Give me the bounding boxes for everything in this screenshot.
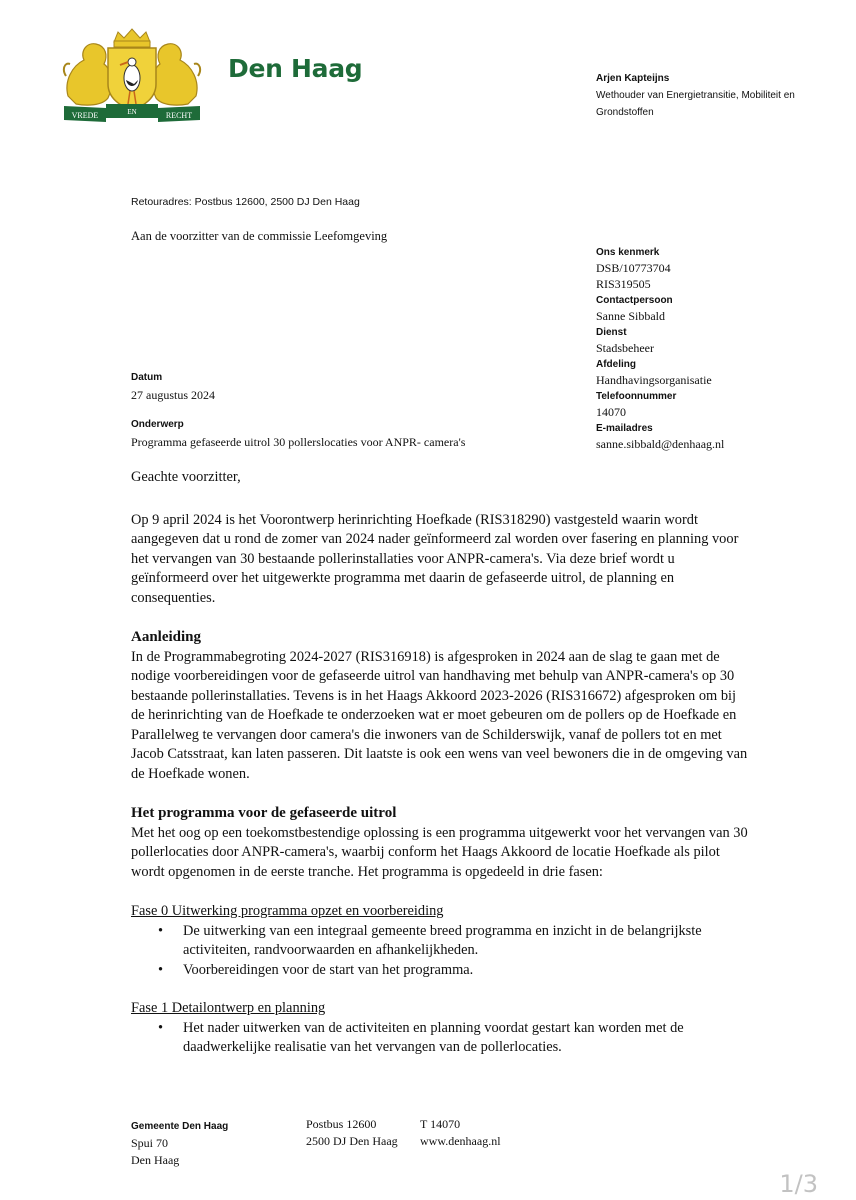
footer-postcode: 2500 DJ Den Haag <box>306 1134 398 1148</box>
programma-paragraph: Met het oog op een toekomstbestendige oplossing is een programma uitgewerkt voor het vervangen van 30 pollerlocaties door ANPR-camera's, waarbij conform het Haags Akkoord de locatie Hoefkade als pilot wordt opgenomen in de eerste tranche. Het programma is opgedeeld in drie fasen: <box>131 824 748 880</box>
fase-0-title: Fase 0 Uitwerking programma opzet en voorbereiding <box>131 903 444 919</box>
contact-value: Sanne Sibbald <box>596 309 665 323</box>
aanleiding-heading: Aanleiding <box>131 629 202 645</box>
ons-kenmerk-value: DSB/10773704 <box>596 261 671 275</box>
email-label: E-mailadres <box>596 423 653 434</box>
ons-kenmerk-label: Ons kenmerk <box>596 247 660 258</box>
bullet-icon: • <box>158 1019 164 1036</box>
brand-name: Den Haag <box>228 54 363 83</box>
date-value: 27 augustus 2024 <box>131 388 215 402</box>
recipient: Aan de voorzitter van de commissie Leefomgeving <box>131 229 388 243</box>
footer-postbus: Postbus 12600 <box>306 1117 377 1131</box>
banner-word-right: RECHT <box>165 111 193 120</box>
fase-1-list <box>131 1019 751 1058</box>
footer-city: Den Haag <box>131 1153 180 1167</box>
telefoon-value: 14070 <box>596 405 626 419</box>
footer-postbus-column <box>306 1116 398 1150</box>
contact-label: Contactpersoon <box>596 295 673 306</box>
list-item-text: Het nader uitwerken van de activiteiten en planning voordat gestart kan worden met de daadwerkelijke realisatie van het vervangen van de pollerlocaties. <box>183 1019 684 1055</box>
ons-kenmerk-ris: RIS319505 <box>596 277 651 291</box>
list-item <box>131 961 751 981</box>
letter-body <box>131 468 751 1058</box>
footer-address-column <box>131 1118 228 1169</box>
alderman-block <box>596 70 816 121</box>
list-item-text: Voorbereidingen voor de start van het programma. <box>183 961 474 978</box>
letter-metadata <box>596 244 836 452</box>
bullet-icon: • <box>158 961 164 978</box>
dienst-label: Dienst <box>596 327 627 338</box>
programma-heading: Het programma voor de gefaseerde uitrol <box>131 805 397 821</box>
afdeling-label: Afdeling <box>596 359 636 370</box>
aanleiding-paragraph: In de Programmabegroting 2024-2027 (RIS316918) is afgesproken in 2024 aan de slag te gaan met de nodige voorbereidingen voor de gefaseerde uitrol van handhaving met behulp van ANPR-camera's op 30 bestaande pollerinstallaties. Tevens is in het Haags Akkoord 2023-2026 (RIS316672) afgesproken om bij de herinrichting van de Hoefkade te onderzoeken wat er moet gebeuren om de pollers op de Hoefkade en Parallelweg te vervangen door camera's die inwoners van de Schilderswijk, vanaf de pollers tot en met Jacob Catsstraat, kan laten passeren. Dit laatste is ook een wens van veel bewoners die in de omgeving van de Hoefkade wonen. <box>131 648 748 782</box>
fase-1-title: Fase 1 Detailontwerp en planning <box>131 1000 326 1016</box>
dienst-value: Stadsbeheer <box>596 341 654 355</box>
footer-org: Gemeente Den Haag <box>131 1121 229 1132</box>
intro-paragraph: Op 9 april 2024 is het Voorontwerp herinrichting Hoefkade (RIS318290) vastgesteld waarin wordt aangegeven dat u rond de zomer van 2024 nader geïnformeerd zal worden over fasering en planning voor het vervangen van 30 bestaande pollerinstallaties voor ANPR-camera's. Via deze brief wordt u geïnformeerd over het uitgewerkte programma met daarin de gefaseerde uitrol, de planning en consequenties. <box>131 511 739 606</box>
footer-phone: T 14070 <box>420 1117 461 1131</box>
coat-of-arms-icon <box>62 26 202 126</box>
footer-street: Spui 70 <box>131 1136 169 1150</box>
email-value: sanne.sibbald@denhaag.nl <box>596 437 725 451</box>
date-block <box>131 371 215 403</box>
telefoon-label: Telefoonnummer <box>596 391 677 402</box>
subject-value: Programma gefaseerde uitrol 30 pollerslocaties voor ANPR- camera's <box>131 435 466 449</box>
banner-word-left: VREDE <box>71 111 99 120</box>
return-address: Retouradres: Postbus 12600, 2500 DJ Den Haag <box>131 196 360 208</box>
afdeling-value: Handhavingsorganisatie <box>596 373 712 387</box>
salutation: Geachte voorzitter, <box>131 469 241 485</box>
banner-word-middle: EN <box>127 108 137 116</box>
bullet-icon: • <box>158 922 164 939</box>
list-item <box>131 922 751 961</box>
alderman-title: Wethouder van Energietransitie, Mobiliteit en Grondstoffen <box>596 90 795 118</box>
page-indicator: 1/3 <box>779 1170 818 1198</box>
list-item <box>131 1019 751 1058</box>
list-item-text: De uitwerking van een integraal gemeente breed programma en inzicht in de belangrijkste activiteiten, randvoorwaarden en afhankelijkheden. <box>183 922 702 958</box>
subject-label: Onderwerp <box>131 419 184 430</box>
alderman-name: Arjen Kapteijns <box>596 73 670 84</box>
date-label: Datum <box>131 372 163 383</box>
subject-block <box>131 418 465 450</box>
footer-website[interactable]: www.denhaag.nl <box>420 1134 501 1148</box>
fase-0-list <box>131 922 751 981</box>
footer-contact-column <box>420 1116 501 1150</box>
den-haag-coat-of-arms-logo <box>62 26 202 126</box>
